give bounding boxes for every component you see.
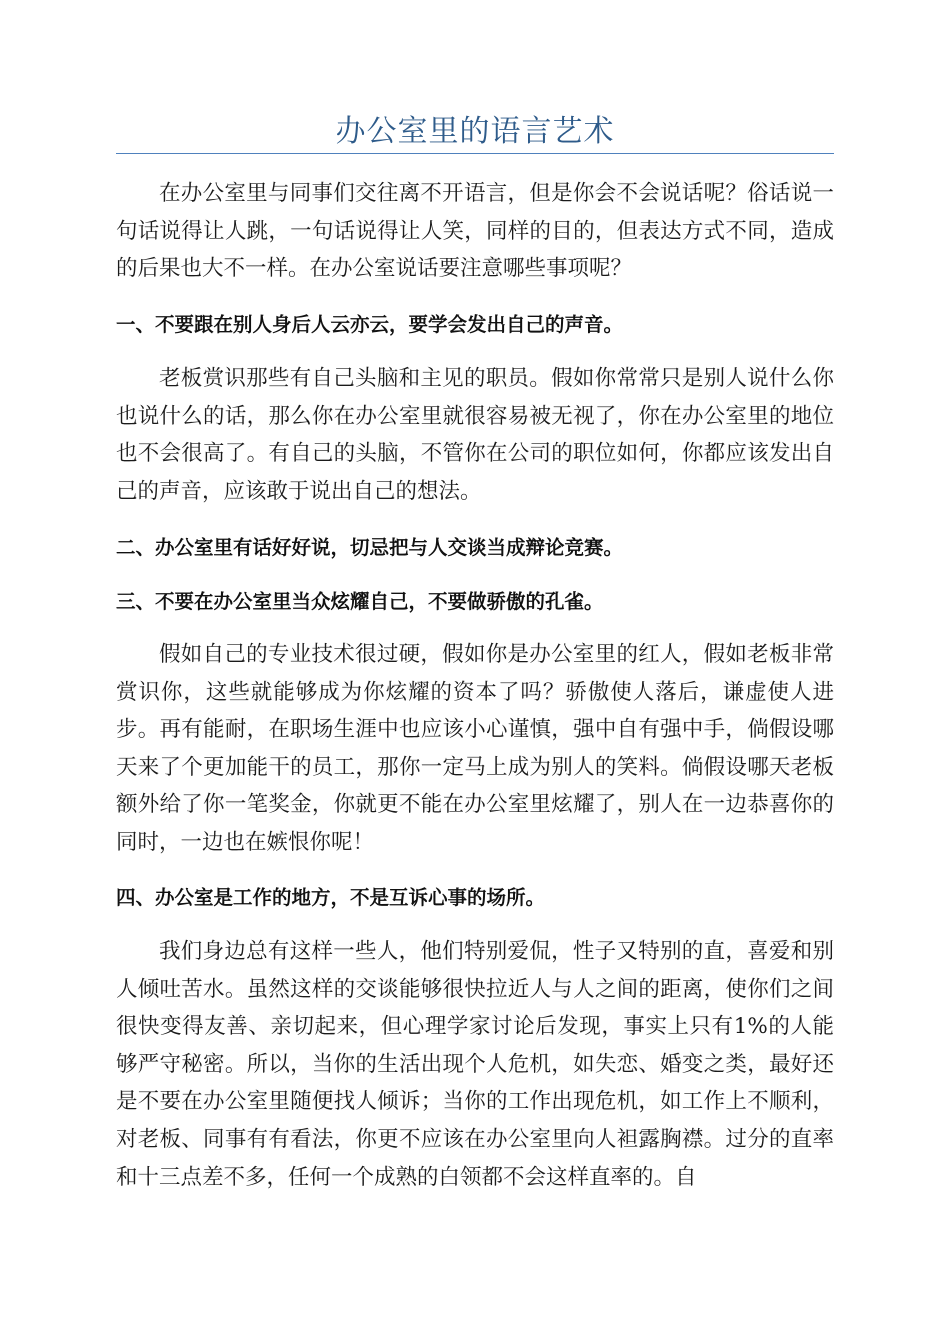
section-1-paragraph: 老板赏识那些有自己头脑和主见的职员。假如你常常只是别人说什么你也说什么的话，那么你在办公室里就很容易被无视了，你在办公室里的地位也不会很高了。有自己的头脑，不管你在公司的职位如何，你都应该发出自己的声音，应该敢于说出自己的想法。 xyxy=(116,366,834,504)
section-heading-3: 三、不要在办公室里当众炫耀自己，不要做骄傲的孔雀。 xyxy=(116,590,604,613)
title-underline xyxy=(116,153,834,154)
section-heading-2: 二、办公室里有话好好说，切忌把与人交谈当成辩论竞赛。 xyxy=(116,536,624,559)
section-4-paragraph: 我们身边总有这样一些人，他们特别爱侃，性子又特别的直，喜爱和别人倾吐苦水。虽然这样的交谈能够很快拉近人与人之间的距离，使你们之间很快变得友善、亲切起来，但心理学家讨论后发现，事实上只有1%的人能够严守秘密。所以，当你的生活出现个人危机，如失恋、婚变之类，最好还是不要在办公室里随便找人倾诉；当你的工作出现危机，如工作上不顺利，对老板、同事有有看法，你更不应该在办公室里向人袒露胸襟。过分的直率和十三点差不多，任何一个成熟的白领都不会这样直率的。自 xyxy=(116,939,834,1190)
section-3-paragraph: 假如自己的专业技术很过硬，假如你是办公室里的红人，假如老板非常赏识你，这些就能够成为你炫耀的资本了吗？骄傲使人落后，谦虚使人进步。再有能耐，在职场生涯中也应该小心谨慎，强中自有强中手，倘假设哪天来了个更加能干的员工，那你一定马上成为别人的笑料。倘假设哪天老板额外给了你一笔奖金，你就更不能在办公室里炫耀了，别人在一边恭喜你的同时，一边也在嫉恨你呢！ xyxy=(116,642,834,855)
intro-paragraph: 在办公室里与同事们交往离不开语言，但是你会不会说话呢？俗话说一句话说得让人跳，一句话说得让人笑，同样的目的，但表达方式不同，造成的后果也大不一样。在办公室说话要注意哪些事项呢？ xyxy=(116,181,834,282)
section-heading-4: 四、办公室是工作的地方，不是互诉心事的场所。 xyxy=(116,886,546,909)
section-heading-1: 一、不要跟在别人身后人云亦云，要学会发出自己的声音。 xyxy=(116,313,624,336)
document-title: 办公室里的语言艺术 xyxy=(335,114,615,149)
